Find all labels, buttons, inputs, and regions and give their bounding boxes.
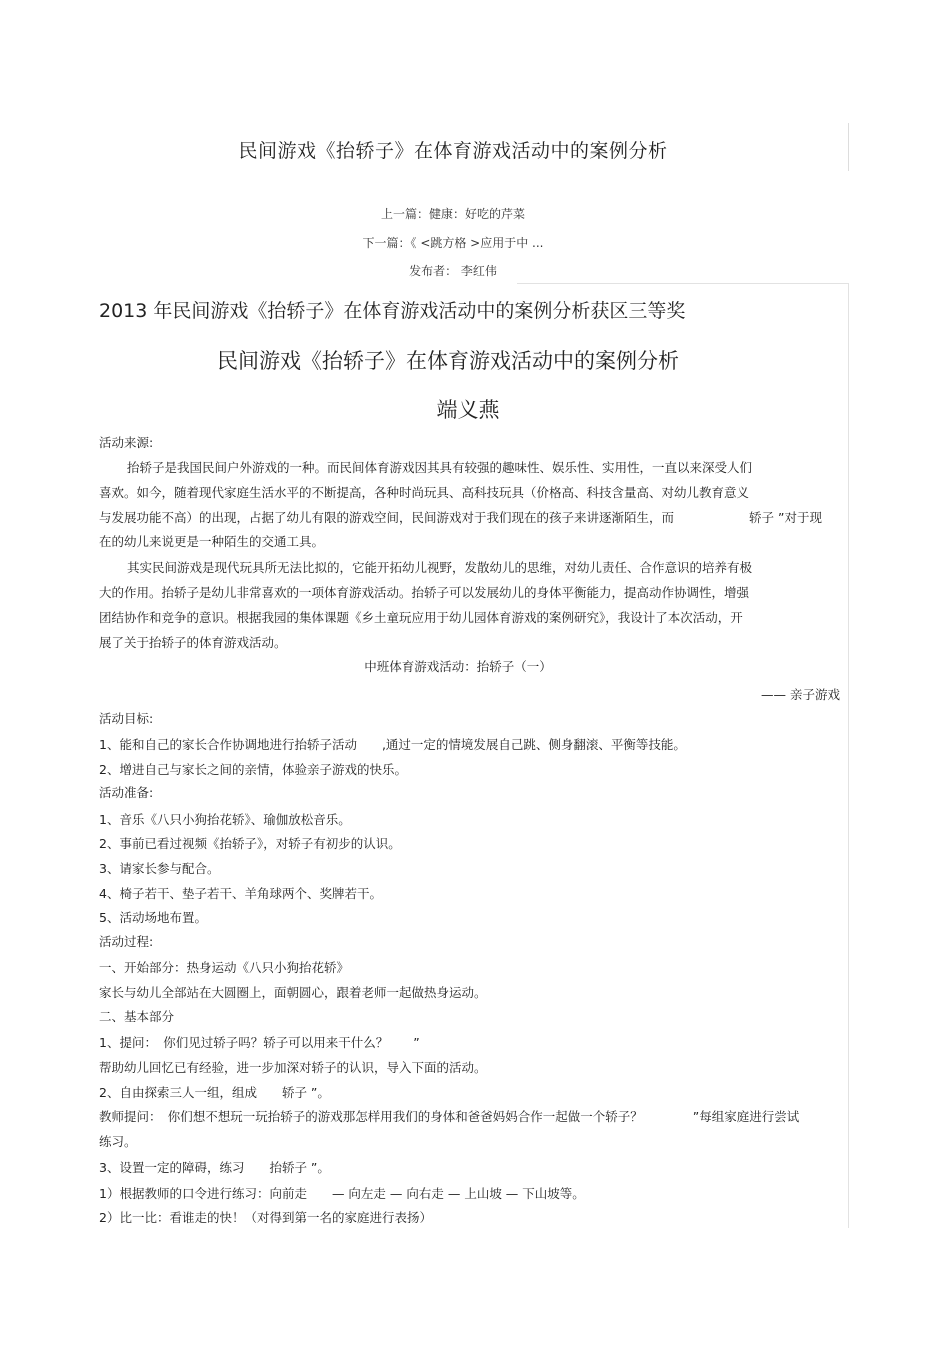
list-item: 1、提问： 你们见过轿子吗？轿子可以用来干什么？ ” — [99, 1035, 420, 1050]
paragraph-line: 喜欢。如今，随着现代家庭生活水平的不断提高，各种时尚玩具、高科技玩具（价格高、科技含量高、对幼儿教育意义 — [99, 485, 750, 500]
list-item: 1、音乐《八只小狗抬花轿》、瑜伽放松音乐。 — [99, 812, 351, 827]
list-item: 2、事前已看过视频《抬轿子》，对轿子有初步的认识。 — [99, 836, 401, 851]
list-item: 3、设置一定的障碍，练习 抬轿子 ”。 — [99, 1160, 330, 1175]
paragraph-line: 家长与幼儿全部站在大圆圈上，面朝圆心，跟着老师一起做热身运动。 — [99, 985, 487, 1000]
paragraph-line: 展了关于抬轿子的体育游戏活动。 — [99, 635, 287, 650]
prev-article-link[interactable]: 上一篇：健康：好吃的芹菜 — [380, 207, 525, 221]
paragraph-line: 团结协作和竞争的意识。根据我园的集体课题《乡土童玩应用于幼儿园体育游戏的案例研究》，我设计了本次活动，开 — [99, 610, 743, 625]
author-info: 发布者： 李红伟 — [409, 264, 497, 278]
paragraph-line: 大的作用。抬轿子是幼儿非常喜欢的一项体育游戏活动。抬轿子可以发展幼儿的身体平衡能力，提高动作协调性，增强 — [99, 585, 750, 600]
divider — [848, 283, 849, 1228]
list-item: 3、请家长参与配合。 — [99, 861, 220, 876]
article-byline: 端义燕 — [436, 398, 500, 422]
paragraph-line: 二、基本部分 — [99, 1009, 175, 1024]
paragraph-line: 一、开始部分：热身运动《八只小狗抬花轿》 — [99, 960, 350, 975]
article-headline: 2013 年民间游戏《抬轿子》在体育游戏活动中的案例分析获区三等奖 — [99, 300, 686, 322]
paragraph-line: 其实民间游戏是现代玩具所无法比拟的，它能开拓幼儿视野，发散幼儿的思维，对幼儿责任、合作意识的培养有极 — [127, 560, 753, 575]
paragraph-line: 与发展功能不高）的出现，占据了幼儿有限的游戏空间，民间游戏对于我们现在的孩子来讲逐渐陌生，而 轿子 ”对于现 — [99, 510, 822, 525]
activity-subtitle: —— 亲子游戏 — [761, 687, 840, 702]
section-heading: 活动来源: — [99, 435, 154, 450]
section-heading: 活动准备: — [99, 785, 154, 800]
list-item: 2、自由探索三人一组，组成 轿子 ”。 — [99, 1085, 330, 1100]
list-item: 1、能和自己的家长合作协调地进行抬轿子活动 ,通过一定的情境发展自己跳、侧身翻滚、平衡等技能。 — [99, 737, 686, 752]
section-heading: 活动过程: — [99, 934, 154, 949]
paragraph-line: 抬轿子是我国民间户外游戏的一种。而民间体育游戏因其具有较强的趣味性、娱乐性、实用性，一直以来深受人们 — [127, 460, 753, 475]
list-item: 2）比一比：看谁走的快！（对得到第一名的家庭进行表扬） — [99, 1210, 432, 1225]
paragraph-line: 帮助幼儿回忆已有经验，进一步加深对轿子的认识，导入下面的活动。 — [99, 1060, 487, 1075]
article-subtitle: 民间游戏《抬轿子》在体育游戏活动中的案例分析 — [217, 349, 679, 373]
paragraph-line: 教师提问： 你们想不想玩一玩抬轿子的游戏那怎样用我们的身体和爸爸妈妈合作一起做一个轿子？ ”每组家庭进行尝试 — [99, 1109, 800, 1124]
paragraph-line: 练习。 — [99, 1134, 137, 1149]
divider — [517, 283, 848, 284]
section-heading: 活动目标: — [99, 711, 154, 726]
paragraph-line: 在的幼儿来说更是一种陌生的交通工具。 — [99, 534, 325, 549]
page-title: 民间游戏《抬轿子》在体育游戏活动中的案例分析 — [238, 140, 668, 162]
list-item: 4、椅子若干、垫子若干、羊角球两个、奖牌若干。 — [99, 886, 382, 901]
list-item: 1）根据教师的口令进行练习：向前走 — 向左走 — 向右走 — 上山坡 — 下山坡等。 — [99, 1186, 585, 1201]
activity-title: 中班体育游戏活动：抬轿子（一） — [364, 659, 552, 674]
list-item: 2、增进自己与家长之间的亲情，体验亲子游戏的快乐。 — [99, 762, 407, 777]
list-item: 5、活动场地布置。 — [99, 910, 207, 925]
next-article-link[interactable]: 下一篇：《 <跳方格 >应用于中 ... — [362, 236, 544, 250]
